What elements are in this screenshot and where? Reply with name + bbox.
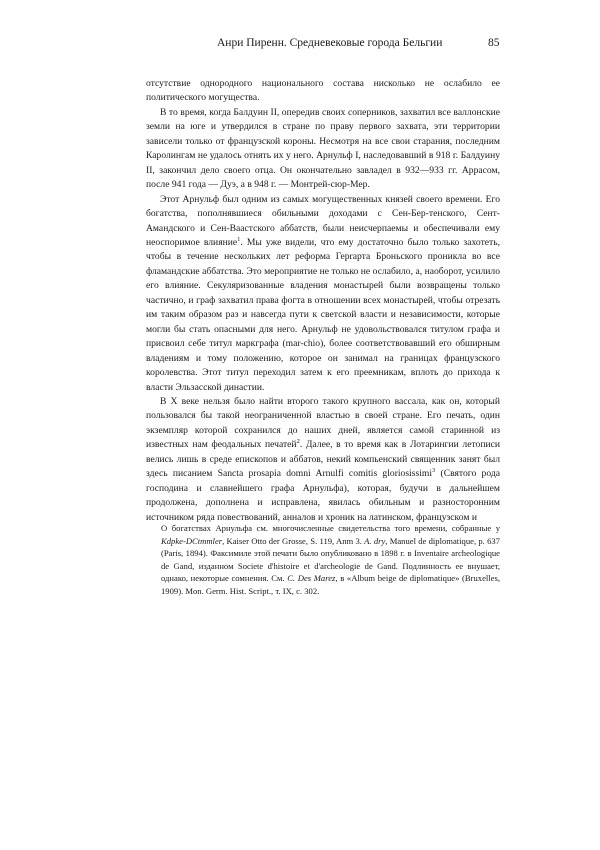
paragraph-4-text-a: В X веке нельзя было найти второго такого крупного вассала, как он, который пользовался бы такой неограниченной властью в своей стране. Его печать, один экземпляр которой сохранился до наших дней, является самой старинной из известных нам феодальных печатей: [146, 395, 500, 451]
footnote-author-3: С. Des Marez: [287, 573, 336, 584]
paragraph-1: отсутствие однородного национального состава нисколько не ослабило ее политического могущества.: [146, 78, 500, 104]
page-number: 85: [488, 37, 500, 49]
footnote-author-1: Kdpke-DCtmmler: [161, 535, 223, 546]
footnote-ref-1: 1: [237, 235, 241, 243]
paragraph-2: В то время, когда Балдуин II, опередив своих соперников, захватил все валлонские земли на юге и утвердился в стране по праву первого захвата, эти территории зависели только от французской короны. Несмотря на все свои старания, последним Каролингам не удалось отнять их у него. Арнульф I, наследовавший в 918 г. Балдуину II, закончил дело своего отца. Он окончательно завладел в 932—933 гг. Аррасом, после 941 года — Дуэ, а в 948 г. — Монтрей-сюр-Мер.: [146, 106, 500, 191]
footnote-part-4: , в «Album beige de diplomatique» (Bruxelles, 1909). Mon. Germ. Hist. Script., т. IX, с. 302.: [161, 573, 500, 596]
footnote-ref-3: 3: [432, 467, 436, 475]
footnote-part-2: , Kaiser Otto der Grosse, S. 119, Anm 3.: [222, 535, 365, 546]
paragraph-3-text-a: Этот Арнульф был одним из самых могущественных князей своего времени. Его богатства, пополнявшиеся обильными доходами с Сен-Бер-тенского, Сент-Амандского и Сен-Ваастского аббатств, были неисчерпаемы и обеспечивали ему неоспоримое влияние: [146, 193, 500, 248]
footnote-part-1: О богатствах Арнульфа см. многочисленные свидетельства того времени, собранные у: [161, 523, 500, 533]
paragraph-4-text-c: (Святого рода господина и славнейшего графа Арнульфа), которая, будучи в дальнейшем продолжена, дополнена и исправлена, явилась обильным и разносторонним источником ряда повествований, анналов и хроник на латинском, французском и: [146, 468, 500, 523]
paragraph-4: [146, 395, 500, 525]
footnote: [161, 522, 500, 598]
footnote-part-3: , Manuel de diplomatique, p. 637 (Paris, 1894). Факсимиле этой печати было опубликовано в 1898 г. в Inventaire archeologique de Gand, изданном Societe d'histoire et d'archeologie de Gand. Подлинность ее внушает, однако, некоторые сомнения. См.: [161, 535, 500, 584]
paragraph-3-text-b: . Мы уже видели, что ему достаточно было только захотеть, чтобы в течение нескольких лет реформа Герrарта Броньского проникла во все фламандские аббатства. Это мероприятие не только не ослабило, а, наоборот, усилило его влияние. Секуляризованные владения монастырей были возвращены только частично, и граф захватил права фогта в отношении всех монастырей, чтобы отрезать им таким образом раз и навсегда пути к светской власти и независимости, которые могли бы стать опасными для него. Арнульф не удовольствовался титулом графа и присвоил себе титул маркграфа (mar-chio), более соответствовавший его обширным владениям и тому положению, которое он занимал на границах французского королевства. Этот титул переходил затем к его преемникам, вплоть до прихода к власти Эльзасской династии.: [146, 236, 500, 393]
paragraph-4-text-b: . Далее, в то время как в Лотарингии летописи велись лишь в среде епископов и аббатов, некий компьенский священник занят был здесь писанием Sancta prosapia domni Arnulfi comitis gloriosissimi: [146, 439, 500, 480]
footnote-ref-2: 2: [296, 438, 300, 446]
running-title: Анри Пиренн. Средневековые города Бельгии: [217, 37, 443, 49]
main-text: [146, 77, 500, 525]
footnote-author-2: A. dry: [364, 535, 386, 546]
paragraph-3: [146, 193, 500, 395]
footnote-text: [161, 522, 500, 598]
